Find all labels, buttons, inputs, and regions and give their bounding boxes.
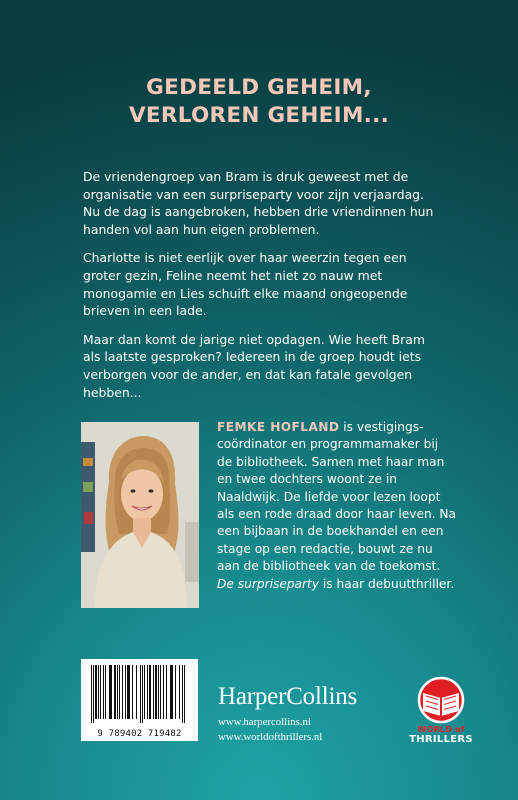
headline-line-2: VERLOREN GEHEIM...: [128, 103, 390, 128]
barcode-bar: [153, 665, 154, 719]
author-bio-text: is vestigingscoördinator en programmamaker bij de bibliotheek. Samen met haar man en twee dochters woont ze in Naaldwijk. De liefde voor lezen loopt als een rode draad door haar leven. Na een bijbaan in de boekhandel en een stage op een redactie, bouwt ze nu aan de bibliotheek van de toekomst.: [217, 420, 457, 574]
author-bio-text-end: is haar debuutthriller.: [319, 576, 455, 591]
barcode-bar: [144, 665, 145, 719]
barcode-bar: [136, 665, 137, 719]
barcode-bar: [98, 665, 99, 719]
barcode-bar: [160, 665, 161, 719]
barcode-bar: [117, 665, 118, 719]
barcode-bar: [140, 665, 141, 723]
author-bio: [217, 419, 457, 593]
author-portrait-illustration: [81, 422, 199, 608]
author-photo: [81, 422, 199, 608]
barcode-bar: [114, 665, 116, 719]
barcode-bars: [81, 659, 198, 727]
publisher-url: www.harpercollins.nl: [218, 716, 311, 728]
isbn-barcode: [81, 659, 198, 741]
barcode-bar: [91, 665, 92, 723]
isbn-number: 9 789402 719482: [97, 729, 182, 739]
barcode-bar: [163, 665, 164, 719]
barcode-bar: [105, 665, 106, 719]
barcode-bar: [127, 665, 130, 719]
headline-line-1: GEDEELD GEHEIM,: [146, 75, 372, 100]
barcode-bar: [103, 665, 104, 719]
barcode-bar: [95, 665, 97, 719]
barcode-bar: [170, 665, 173, 719]
publisher-name: HarperCollins: [218, 683, 358, 710]
book-globe-icon: [402, 675, 480, 725]
headline: [0, 74, 518, 130]
logo-line-2: THRILLERS: [409, 734, 473, 745]
blurb-paragraph: Maar dan komt de jarige niet opdagen. Wie heeft Bram als laatste gesproken? Iedereen in de groep houdt iets verborgen voor de ander, en dat kan fatale gevolgen hebben...: [83, 331, 425, 400]
barcode-bar: [149, 665, 151, 719]
barcode-bar: [122, 665, 123, 719]
barcode-bar: [125, 665, 126, 719]
barcode-bar: [158, 665, 159, 719]
barcode-bar: [179, 665, 180, 719]
blurb-paragraph: Charlotte is niet eerlijk over haar weerzin tegen een groter gezin, Feline neemt het niet zo nauw met monogamie en Lies schuift elke maand ongeopende brieven in een lade.: [83, 250, 408, 319]
barcode-bar: [175, 665, 176, 719]
blurb: [83, 168, 437, 412]
author-name: FEMKE HOFLAND: [217, 420, 340, 434]
barcode-bar: [109, 665, 112, 719]
barcode-bar: [166, 665, 167, 719]
barcode-bar: [119, 665, 120, 719]
publisher-urls: [218, 715, 322, 744]
barcode-bar: [155, 665, 157, 719]
publisher-url: www.worldofthrillers.nl: [218, 730, 323, 743]
logo-line-1: WORLD of: [417, 725, 465, 734]
book-title: De surpriseparty: [217, 576, 320, 591]
barcode-bar: [142, 665, 143, 723]
barcode-bar: [132, 665, 133, 719]
blurb-paragraph: De vriendengroep van Bram is druk geweest met de organisatie van een surpriseparty voor zijn verjaardag. Nu de dag is aangebroken, hebben drie vriendinnen hun handen vol aan hun eigen problemen.: [83, 169, 434, 237]
barcode-bar: [100, 665, 101, 719]
barcode-bar: [182, 665, 183, 723]
barcode-bar: [184, 665, 185, 723]
world-of-thrillers-logo: [402, 675, 480, 747]
barcode-bar: [147, 665, 148, 719]
barcode-bar: [93, 665, 94, 723]
